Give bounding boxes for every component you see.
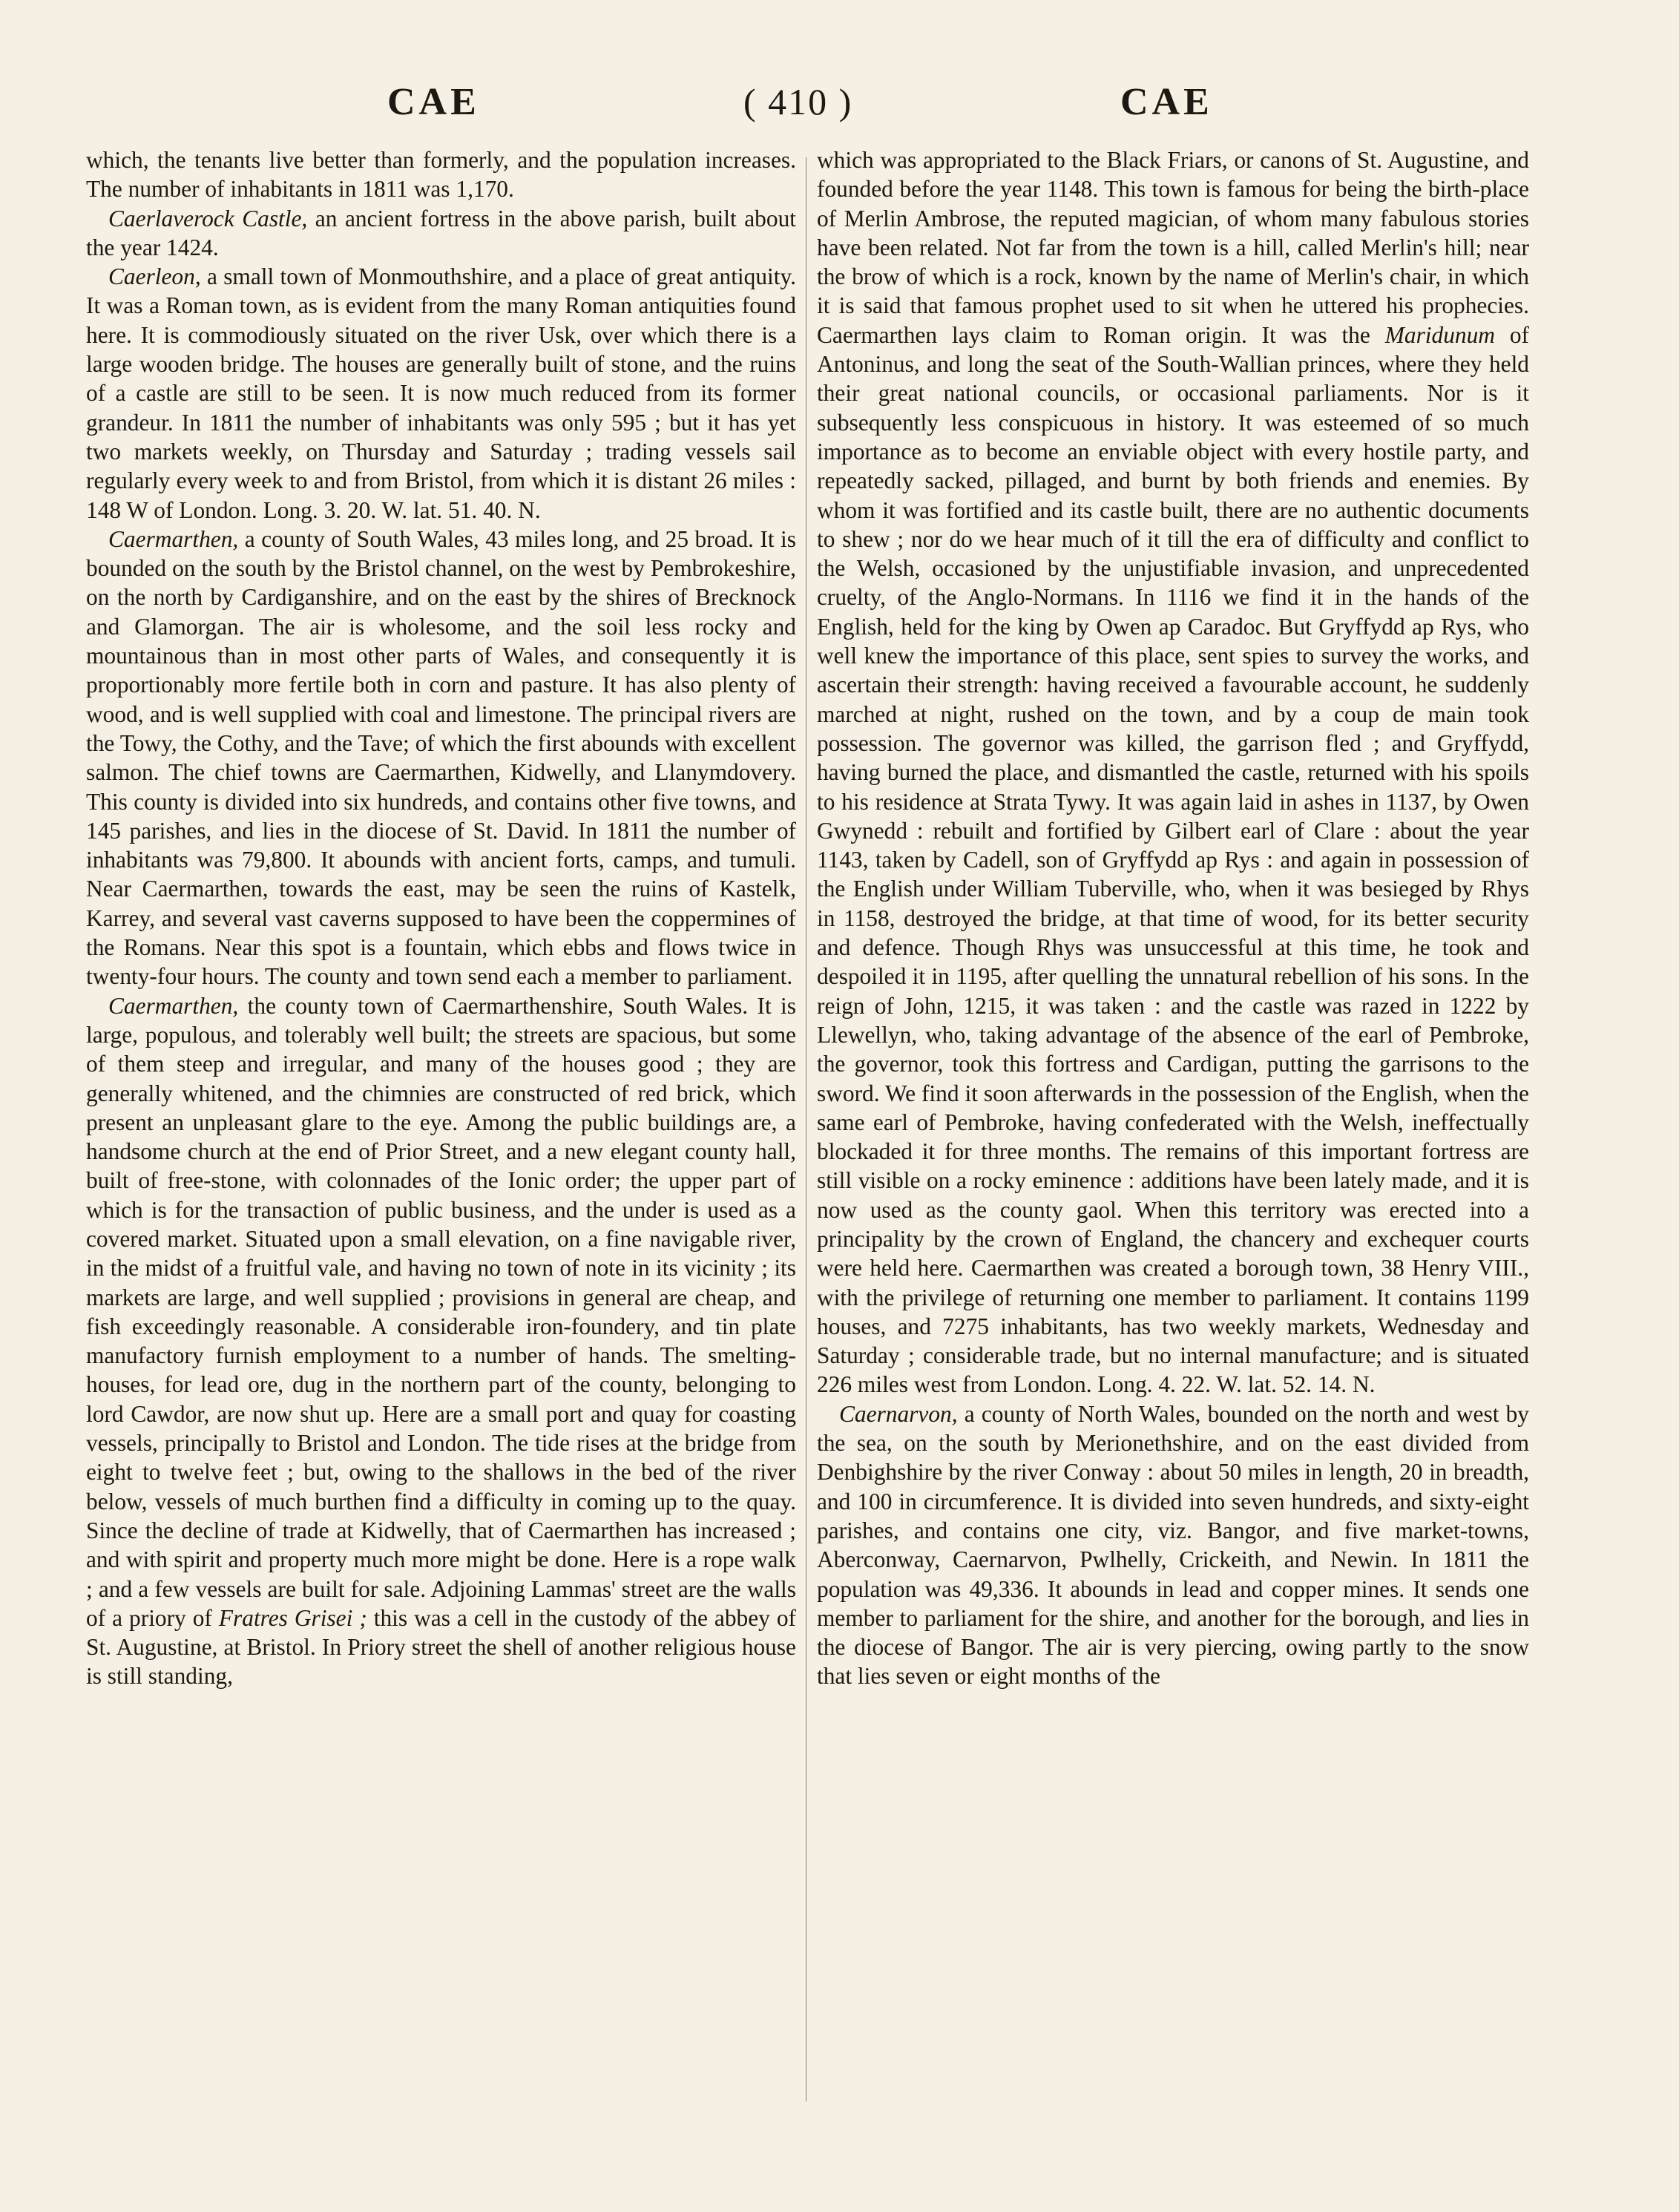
page-header — [0, 80, 1679, 140]
entry-headword: Caerlaverock Castle, — [108, 205, 308, 232]
entry-caernarvon — [817, 1399, 1529, 1691]
paragraph-continued — [817, 145, 1529, 1399]
italic-term: Maridunum — [1384, 321, 1495, 348]
paragraph: which, the tenants live better than formerly, and the population increases. The number of inhabitants in 1811 was 1,170. — [86, 147, 796, 203]
italic-term: Fratres Grisei ; — [218, 1604, 367, 1631]
entry-text: a small town of Monmouthshire, and a place of great antiquity. It was a Roman town, as is evident from the many Roman antiquities found here. It is commodiously situated on the river Usk, over which there is a large wooden bridge. The houses are generally built of stone, and the ruins of a castle are still to be seen. It is now much reduced from its former grandeur. In 1811 the number of inhabitants was only 595 ; but it has yet two markets weekly, on Thursday and Saturday ; trading vessels sail regularly every week to and from Bristol, from which it is distant 26 miles : 148 W of London. Long. 3. 20. W. lat. 51. 40. N. — [86, 263, 796, 523]
page-number: ( 410 ) — [743, 81, 853, 122]
right-column — [817, 145, 1529, 1691]
entry-caermarthen-county — [86, 525, 796, 991]
entry-text: a county of North Wales, bounded on the north and west by the sea, on the south by Merionethshire, and on the east divided from Denbighshire by the river Conway : about 50 miles in length, 20 in breadth, and 100 in circumference. It is divided into seven hundreds, and sixty-eight parishes, and contains one city, viz. Bangor, and five market-towns, Aberconway, Caernarvon, Pwlhelly, Crickeith, and Newin. In 1811 the population was 49,336. It abounds in lead and copper mines. It sends one member to parliament for the shire, and another for the borough, and lies in the diocese of Bangor. The air is very piercing, owing partly to the snow that lies seven or eight months of the — [817, 1400, 1529, 1690]
running-head-right: CAE — [1120, 81, 1213, 123]
entry-caermarthen-town — [86, 991, 796, 1691]
entry-text: a county of South Wales, 43 miles long, and 25 broad. It is bounded on the south by the Bristol channel, on the west by Pembrokeshire, on the north by Cardiganshire, and on the east by the shires of Brecknock and Glamorgan. The air is wholesome, and the soil less rocky and mountainous than in most other parts of Wales, and consequently it is proportionably more fertile both in corn and pasture. It has also plenty of wood, and is well supplied with coal and limestone. The principal rivers are the Towy, the Cothy, and the Tave; of which the first abounds with excellent salmon. The chief towns are Caermarthen, Kidwelly, and Llanymdovery. This county is divided into six hundreds, and contains other five towns, and 145 parishes, and lies in the diocese of St. David. In 1811 the number of inhabitants was 79,800. It abounds with ancient forts, camps, and tumuli. Near Caermarthen, towards the east, may be seen the ruins of Kastelk, Karrey, and several vast caverns supposed to have been the coppermines of the Romans. Near this spot is a fountain, which ebbs and flows twice in twenty-four hours. The county and town send each a member to parliament. — [86, 525, 796, 990]
entry-headword: Caermarthen, — [108, 992, 239, 1019]
left-column — [86, 145, 796, 1691]
entry-caerlaverock-castle — [86, 204, 796, 263]
entry-text: this was a cell in the custody of the abbey of St. Augustine, at Bristol. In Priory street the shell of another religious house is still standing, — [86, 1604, 796, 1690]
running-head-left: CAE — [387, 81, 480, 123]
entry-text: an ancient fortress in the above parish, built about the year 1424. — [86, 205, 796, 260]
entry-caerleon — [86, 262, 796, 525]
entry-headword: Caerleon, — [108, 263, 201, 290]
entry-text: which was appropriated to the Black Friars, or canons of St. Augustine, and founded before the year 1148. This town is famous for being the birth-place of Merlin Ambrose, the reputed magician, of whom many fabulous stories have been related. Not far from the town is a hill, called Merlin's hill; near the brow of which is a rock, known by the name of Merlin's chair, in which it is said that famous prophet used to sit when he uttered his prophecies. Caermarthen lays claim to Roman origin. It was the — [817, 147, 1529, 348]
entry-text: of Antoninus, and long the seat of the South-Wallian princes, where they held their great national councils, or occasional parliaments. Nor is it subsequently less conspicuous in history. It was esteemed of so much importance as to become an enviable object with every hostile party, and repeatedly sacked, pillaged, and burnt by both friends and enemies. By whom it was fortified and its castle built, there are no authentic documents to shew ; nor do we hear much of it till the era of difficulty and conflict to the Welsh, occasioned by the unjustifiable invasion, and unprecedented cruelty, of the Anglo-Normans. In 1116 we find it in the hands of the English, held for the king by Owen ap Caradoc. But Gryffydd ap Rys, who well knew the importance of this place, sent spies to survey the works, and ascertain their strength: having received a favourable account, he suddenly marched at night, rushed on the town, and by a coup de main took possession. The governor was killed, the garrison fled ; and Gryffydd, having burned the place, and dismantled the castle, returned with his spoils to his residence at Strata Tywy. It was again laid in ashes in 1137, by Owen Gwynedd : rebuilt and fortified by Gilbert earl of Clare : about the year 1143, taken by Cadell, son of Gryffydd ap Rys : and again in possession of the English under William Tuberville, who, when it was besieged by Rhys in 1158, destroyed the bridge, at that time of wood, for its better security and defence. Though Rhys was unsuccessful at this time, he took and despoiled it in 1195, after quelling the unnatural rebellion of his sons. In the reign of John, 1215, it was taken : and the castle was razed in 1222 by Llewellyn, who, taking advantage of the absence of the earl of Pembroke, the governor, took this fortress and Cardigan, putting the garrisons to the sword. We find it soon afterwards in the possession of the English, when the same earl of Pembroke, having confederated with the Welsh, ineffectually blockaded it for three months. The remains of this important fortress are still visible on a rocky eminence : additions have been lately made, and it is now used as the county gaol. When this territory was erected into a principality by the crown of England, the chancery and exchequer courts were held here. Caermarthen was created a borough town, 38 Henry VIII., with the privilege of returning one member to parliament. It contains 1199 houses, and 7275 inhabitants, has two weekly markets, Wednesday and Saturday ; considerable trade, but no internal manufacture; and is situated 226 miles west from London. Long. 4. 22. W. lat. 52. 14. N. — [817, 321, 1529, 1398]
entry-text: the county town of Caermarthenshire, South Wales. It is large, populous, and tolerably well built; the streets are spacious, but some of them steep and irregular, and many of the houses good ; they are generally whitened, and the chimnies are constructed of red brick, which present an unpleasant glare to the eye. Among the public buildings are, a handsome church at the end of Prior Street, and a new elegant county hall, built of free-stone, with colonnades of the Ionic order; the upper part of which is for the transaction of public business, and the under is used as a covered market. Situated upon a small elevation, on a fine navigable river, in the midst of a fruitful vale, and having no town of note in its vicinity ; its markets are large, and well supplied ; provisions in general are cheap, and fish exceedingly reasonable. A considerable iron-foundery, and tin plate manufactory furnish employment to a number of hands. The smelting-houses, for lead ore, dug in the northern part of the county, belonging to lord Cawdor, are now shut up. Here are a small port and quay for coasting vessels, principally to Bristol and London. The tide rises at the bridge from eight to twelve feet ; but, owing to the shallows in the bed of the river below, vessels of much burthen find a difficulty in coming up to the quay. Since the decline of trade at Kidwelly, that of Caermarthen has increased ; and with spirit and property much more might be done. Here is a rope walk ; and a few vessels are built for sale. Adjoining Lammas' street are the walls of a priory of — [86, 992, 796, 1631]
entry-headword: Caernarvon, — [839, 1400, 958, 1427]
entry-headword: Caermarthen, — [108, 525, 239, 552]
